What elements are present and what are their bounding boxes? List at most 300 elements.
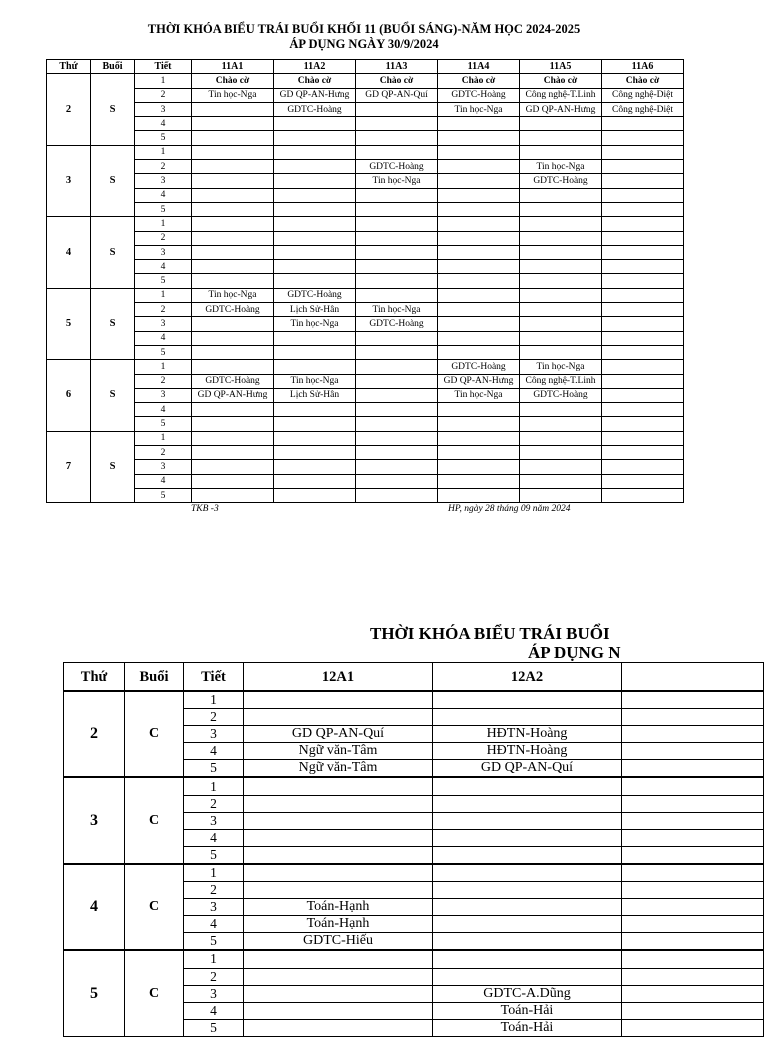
subject-cell (244, 1019, 433, 1036)
subject-cell: GD QP-AN-Hưng (274, 88, 356, 102)
subject-cell (192, 131, 274, 145)
subject-cell (602, 488, 684, 502)
subject-cell (244, 968, 433, 985)
subject-cell (438, 202, 520, 216)
subject-cell (438, 417, 520, 431)
sheet2-title-line2: ÁP DỤNG N (528, 643, 621, 662)
period-cell: 1 (135, 431, 192, 445)
table-row (47, 117, 684, 131)
subject-cell (356, 102, 438, 116)
subject-cell (192, 360, 274, 374)
subject-cell (602, 474, 684, 488)
subject-cell: Tin học-Nga (274, 317, 356, 331)
subject-cell: Toán-Hải (433, 1019, 622, 1036)
period-cell: 3 (135, 317, 192, 331)
subject-cell (274, 417, 356, 431)
subject-cell: Tin học-Nga (520, 160, 602, 174)
subject-cell: Tin học-Nga (438, 388, 520, 402)
table-row (47, 345, 684, 359)
period-cell: 1 (184, 691, 244, 709)
table-row (47, 446, 684, 460)
period-cell: 4 (135, 403, 192, 417)
subject-cell (602, 303, 684, 317)
subject-cell (602, 160, 684, 174)
subject-cell-cut (622, 777, 764, 795)
session-cell: S (91, 288, 135, 359)
subject-cell (244, 709, 433, 726)
subject-cell (602, 388, 684, 402)
footer-date: HP, ngày 28 tháng 09 năm 2024 (448, 504, 571, 514)
subject-cell-cut (622, 933, 764, 951)
subject-cell: GDTC-Hoàng (356, 317, 438, 331)
subject-cell (274, 174, 356, 188)
day-cell: 6 (47, 360, 91, 431)
subject-cell: Toán-Hải (433, 1002, 622, 1019)
subject-cell (602, 274, 684, 288)
subject-cell: Chào cờ (602, 74, 684, 88)
subject-cell (192, 217, 274, 231)
subject-cell (602, 260, 684, 274)
subject-cell (433, 777, 622, 795)
table-row (47, 231, 684, 245)
subject-cell (602, 460, 684, 474)
subject-cell (438, 431, 520, 445)
period-cell: 5 (135, 131, 192, 145)
subject-cell (602, 131, 684, 145)
subject-cell: GDTC-Hoàng (520, 174, 602, 188)
period-cell: 5 (184, 1019, 244, 1036)
subject-cell (520, 245, 602, 259)
period-cell: 5 (135, 345, 192, 359)
subject-cell (356, 202, 438, 216)
period-cell: 1 (135, 360, 192, 374)
period-cell: 3 (184, 899, 244, 916)
subject-cell (433, 846, 622, 864)
subject-cell (356, 374, 438, 388)
subject-cell (274, 446, 356, 460)
period-cell: 5 (184, 846, 244, 864)
footer-code: TKB -3 (191, 504, 219, 514)
subject-cell (438, 403, 520, 417)
subject-cell (433, 795, 622, 812)
subject-cell (438, 245, 520, 259)
table-row (47, 317, 684, 331)
session-cell: C (125, 864, 184, 950)
subject-cell (602, 174, 684, 188)
subject-cell: HĐTN-Hoàng (433, 743, 622, 760)
sheet1-title-line2: ÁP DỤNG NGÀY 30/9/2024 (289, 37, 439, 51)
subject-cell (274, 331, 356, 345)
subject-cell (438, 331, 520, 345)
subject-cell (274, 260, 356, 274)
session-cell: S (91, 217, 135, 288)
subject-cell-cut (622, 709, 764, 726)
subject-cell (602, 145, 684, 159)
subject-cell (602, 188, 684, 202)
subject-cell (602, 360, 684, 374)
day-cell: 3 (64, 777, 125, 863)
subject-cell: GD QP-AN-Hưng (520, 102, 602, 116)
subject-cell (520, 403, 602, 417)
subject-cell (520, 417, 602, 431)
sheet1-title-line1: THỜI KHÓA BIỂU TRÁI BUỔI KHỐI 11 (BUỔI SÁNG)-NĂM HỌC 2024-2025 (147, 22, 581, 36)
day-cell: 3 (47, 145, 91, 216)
subject-cell (192, 260, 274, 274)
period-cell: 4 (135, 260, 192, 274)
subject-cell (192, 431, 274, 445)
subject-cell-cut (622, 726, 764, 743)
subject-cell (356, 403, 438, 417)
subject-cell (433, 968, 622, 985)
subject-cell (602, 345, 684, 359)
subject-cell (356, 488, 438, 502)
subject-cell: Tin học-Nga (438, 102, 520, 116)
subject-cell (274, 231, 356, 245)
subject-cell (520, 303, 602, 317)
subject-cell (192, 317, 274, 331)
timetable-grade-11 (46, 59, 684, 503)
subject-cell (192, 202, 274, 216)
subject-cell (274, 160, 356, 174)
table-row (47, 245, 684, 259)
subject-cell (520, 446, 602, 460)
subject-cell: Ngữ văn-Tâm (244, 760, 433, 778)
table-row (47, 374, 684, 388)
subject-cell (192, 446, 274, 460)
column-header: 11A3 (356, 60, 438, 74)
subject-cell: Chào cờ (192, 74, 274, 88)
subject-cell: Công nghệ-T.Linh (520, 374, 602, 388)
subject-cell: Chào cờ (438, 74, 520, 88)
header-row (64, 663, 764, 692)
subject-cell (274, 145, 356, 159)
subject-cell (274, 202, 356, 216)
subject-cell (244, 691, 433, 709)
period-cell: 1 (184, 950, 244, 968)
table-row (47, 388, 684, 402)
subject-cell (602, 245, 684, 259)
subject-cell: Chào cờ (274, 74, 356, 88)
subject-cell: HĐTN-Hoàng (433, 726, 622, 743)
subject-cell-cut (622, 950, 764, 968)
subject-cell (192, 102, 274, 116)
period-cell: 5 (135, 202, 192, 216)
subject-cell (433, 829, 622, 846)
period-cell: 3 (135, 388, 192, 402)
subject-cell: Lịch Sử-Hân (274, 303, 356, 317)
subject-cell (244, 985, 433, 1002)
subject-cell-cut (622, 1002, 764, 1019)
subject-cell (356, 360, 438, 374)
table-row (47, 217, 684, 231)
sheet1-title (46, 22, 682, 52)
subject-cell (438, 317, 520, 331)
session-cell: C (125, 950, 184, 1036)
day-cell: 2 (64, 691, 125, 777)
day-cell: 4 (47, 217, 91, 288)
subject-cell-cut (622, 846, 764, 864)
subject-cell: Lịch Sử-Hân (274, 388, 356, 402)
period-cell: 4 (184, 829, 244, 846)
column-header: Buổi (91, 60, 135, 74)
subject-cell (244, 795, 433, 812)
subject-cell (274, 360, 356, 374)
subject-cell (356, 231, 438, 245)
period-cell: 3 (135, 102, 192, 116)
subject-cell (192, 145, 274, 159)
subject-cell: GDTC-A.Dũng (433, 985, 622, 1002)
subject-cell (356, 431, 438, 445)
subject-cell (520, 131, 602, 145)
subject-cell (438, 288, 520, 302)
period-cell: 3 (135, 460, 192, 474)
subject-cell: GDTC-Hoàng (438, 88, 520, 102)
subject-cell: GD QP-AN-Hưng (192, 388, 274, 402)
day-cell: 5 (64, 950, 125, 1036)
subject-cell (192, 488, 274, 502)
subject-cell (192, 474, 274, 488)
column-header: Thứ (47, 60, 91, 74)
subject-cell (433, 691, 622, 709)
period-cell: 1 (135, 145, 192, 159)
column-header: 11A1 (192, 60, 274, 74)
period-cell: 2 (135, 231, 192, 245)
subject-cell (438, 345, 520, 359)
subject-cell (192, 188, 274, 202)
subject-cell (356, 188, 438, 202)
subject-cell: GDTC-Hoàng (274, 288, 356, 302)
subject-cell: Toán-Hạnh (244, 899, 433, 916)
subject-cell (274, 117, 356, 131)
subject-cell: Công nghệ-Diệt (602, 102, 684, 116)
subject-cell: GDTC-Hoàng (192, 303, 274, 317)
subject-cell (433, 916, 622, 933)
subject-cell (274, 131, 356, 145)
subject-cell-cut (622, 1019, 764, 1036)
subject-cell (438, 474, 520, 488)
column-header: Tiết (184, 663, 244, 692)
table-row (47, 474, 684, 488)
subject-cell (438, 160, 520, 174)
subject-cell (274, 245, 356, 259)
subject-cell (244, 864, 433, 882)
period-cell: 4 (184, 916, 244, 933)
subject-cell (520, 345, 602, 359)
subject-cell (602, 217, 684, 231)
subject-cell (192, 274, 274, 288)
subject-cell (520, 117, 602, 131)
subject-cell (192, 117, 274, 131)
subject-cell (602, 288, 684, 302)
subject-cell: Chào cờ (520, 74, 602, 88)
subject-cell (192, 160, 274, 174)
day-cell: 2 (47, 74, 91, 145)
table-row (47, 288, 684, 302)
subject-cell (438, 460, 520, 474)
session-cell: S (91, 431, 135, 502)
subject-cell (520, 431, 602, 445)
table-row (47, 331, 684, 345)
subject-cell (274, 474, 356, 488)
subject-cell: GDTC-Hoàng (274, 102, 356, 116)
subject-cell (602, 117, 684, 131)
table-row (47, 88, 684, 102)
subject-cell (602, 446, 684, 460)
subject-cell (520, 331, 602, 345)
day-cell: 7 (47, 431, 91, 502)
timetable-grade-12 (63, 662, 764, 1037)
subject-cell (602, 202, 684, 216)
subject-cell: GDTC-Hoàng (356, 160, 438, 174)
table-row (47, 303, 684, 317)
subject-cell (356, 331, 438, 345)
subject-cell (356, 288, 438, 302)
column-header: Buổi (125, 663, 184, 692)
subject-cell (274, 274, 356, 288)
subject-cell (244, 846, 433, 864)
table-row (47, 74, 684, 88)
subject-cell (438, 145, 520, 159)
subject-cell: GD QP-AN-Quí (356, 88, 438, 102)
subject-cell: Tin học-Nga (520, 360, 602, 374)
subject-cell (356, 446, 438, 460)
subject-cell (356, 474, 438, 488)
subject-cell (244, 829, 433, 846)
subject-cell: Tin học-Nga (274, 374, 356, 388)
subject-cell-cut (622, 985, 764, 1002)
period-cell: 4 (135, 331, 192, 345)
period-cell: 3 (184, 726, 244, 743)
subject-cell (520, 274, 602, 288)
subject-cell (244, 777, 433, 795)
subject-cell (274, 217, 356, 231)
subject-cell (433, 933, 622, 951)
subject-cell (356, 417, 438, 431)
period-cell: 5 (135, 417, 192, 431)
period-cell: 4 (184, 743, 244, 760)
subject-cell: Chào cờ (356, 74, 438, 88)
subject-cell (433, 950, 622, 968)
subject-cell (192, 460, 274, 474)
table-row (47, 360, 684, 374)
subject-cell (520, 288, 602, 302)
subject-cell (520, 317, 602, 331)
subject-cell (520, 260, 602, 274)
subject-cell (244, 950, 433, 968)
table-row (47, 202, 684, 216)
period-cell: 2 (135, 88, 192, 102)
period-cell: 4 (135, 474, 192, 488)
period-cell: 3 (135, 245, 192, 259)
subject-cell: Tin học-Nga (192, 88, 274, 102)
subject-cell (356, 145, 438, 159)
table-row (64, 691, 764, 709)
column-header: 11A4 (438, 60, 520, 74)
table-row (47, 102, 684, 116)
subject-cell (520, 145, 602, 159)
table-row (47, 131, 684, 145)
period-cell: 5 (184, 933, 244, 951)
subject-cell (356, 217, 438, 231)
subject-cell: Tin học-Nga (356, 174, 438, 188)
subject-cell (602, 431, 684, 445)
subject-cell (192, 345, 274, 359)
session-cell: S (91, 360, 135, 431)
subject-cell: GDTC-Hoàng (192, 374, 274, 388)
subject-cell-cut (622, 760, 764, 778)
period-cell: 2 (135, 446, 192, 460)
subject-cell (192, 331, 274, 345)
subject-cell (274, 403, 356, 417)
subject-cell-cut (622, 812, 764, 829)
subject-cell (433, 709, 622, 726)
subject-cell (520, 231, 602, 245)
subject-cell: GDTC-Hoàng (520, 388, 602, 402)
table-row (47, 274, 684, 288)
period-cell: 1 (135, 217, 192, 231)
subject-cell-cut (622, 899, 764, 916)
subject-cell (356, 274, 438, 288)
subject-cell (520, 202, 602, 216)
subject-cell (602, 403, 684, 417)
subject-cell: Toán-Hạnh (244, 916, 433, 933)
subject-cell (520, 460, 602, 474)
header-row (47, 60, 684, 74)
period-cell: 4 (135, 117, 192, 131)
subject-cell (438, 274, 520, 288)
subject-cell (274, 431, 356, 445)
subject-cell-cut (622, 743, 764, 760)
subject-cell-cut (622, 882, 764, 899)
subject-cell-cut (622, 691, 764, 709)
subject-cell (438, 231, 520, 245)
subject-cell (602, 417, 684, 431)
day-cell: 4 (64, 864, 125, 950)
table-row (47, 188, 684, 202)
period-cell: 3 (184, 812, 244, 829)
subject-cell (438, 488, 520, 502)
column-header: 12A2 (433, 663, 622, 692)
subject-cell: GD QP-AN-Quí (244, 726, 433, 743)
period-cell: 3 (184, 985, 244, 1002)
subject-cell (602, 317, 684, 331)
table-row (64, 950, 764, 968)
table-row (47, 260, 684, 274)
subject-cell (433, 899, 622, 916)
sheet2-title-line1: THỜI KHÓA BIỂU TRÁI BUỔI (370, 624, 610, 643)
subject-cell: GDTC-Hiếu (244, 933, 433, 951)
subject-cell (438, 446, 520, 460)
table-row (47, 460, 684, 474)
subject-cell (602, 374, 684, 388)
subject-cell: Tin học-Nga (192, 288, 274, 302)
subject-cell (433, 864, 622, 882)
period-cell: 4 (184, 1002, 244, 1019)
subject-cell: Ngữ văn-Tâm (244, 743, 433, 760)
subject-cell (356, 345, 438, 359)
subject-cell (192, 231, 274, 245)
subject-cell (274, 345, 356, 359)
subject-cell (438, 131, 520, 145)
subject-cell-cut (622, 795, 764, 812)
column-header: Tiết (135, 60, 192, 74)
period-cell: 2 (184, 882, 244, 899)
period-cell: 4 (135, 188, 192, 202)
subject-cell-cut (622, 968, 764, 985)
subject-cell (520, 217, 602, 231)
session-cell: C (125, 777, 184, 863)
table-row (47, 174, 684, 188)
